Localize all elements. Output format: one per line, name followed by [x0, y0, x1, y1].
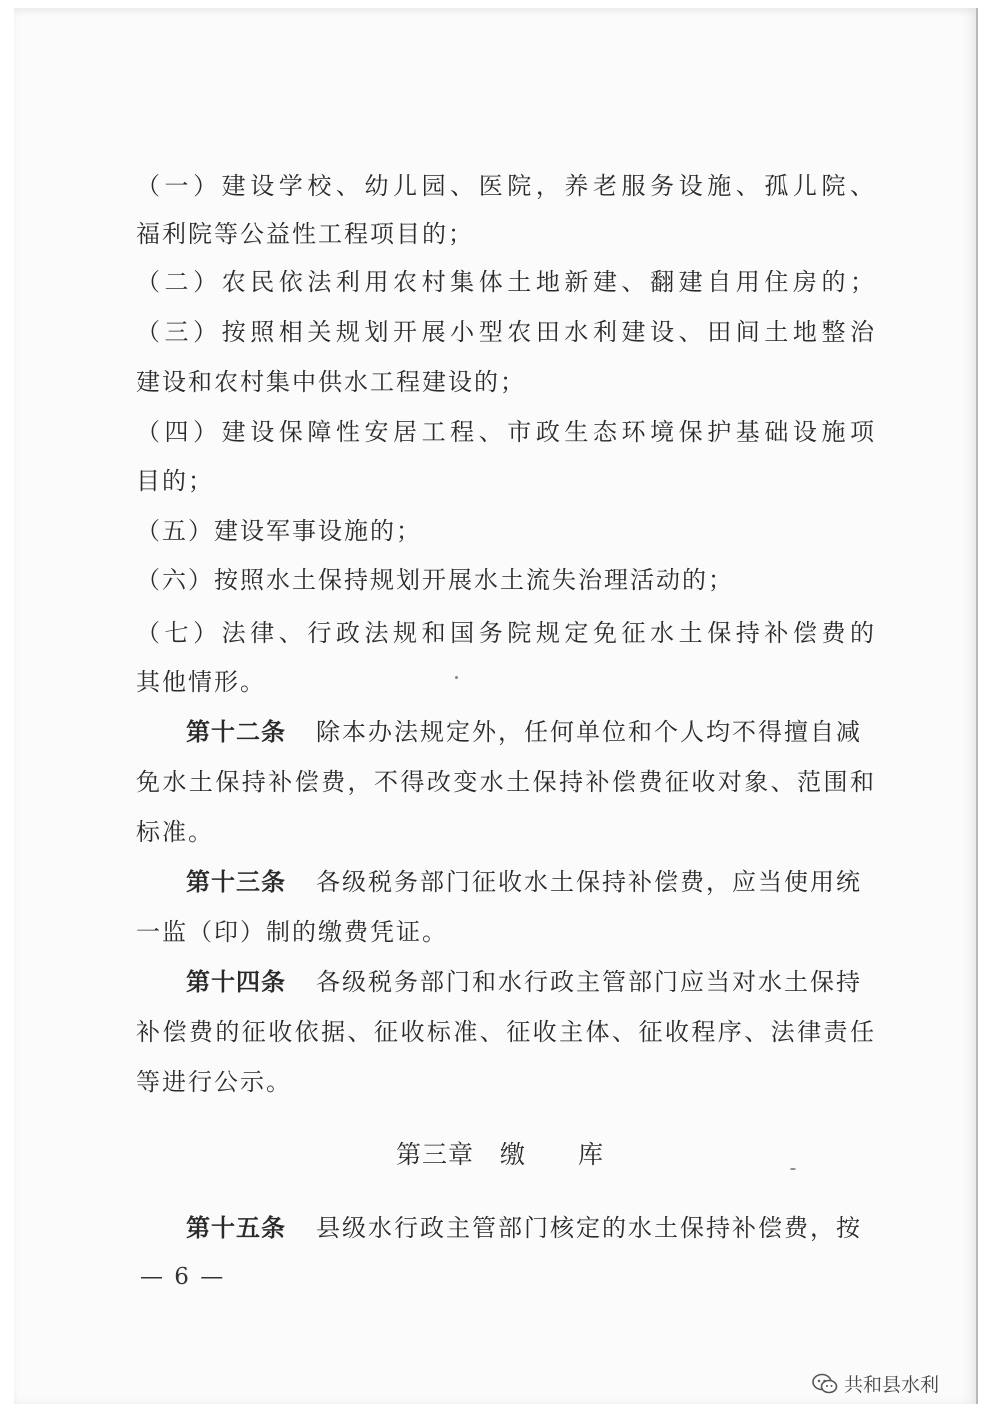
- item-7-line-2: 其他情形。: [136, 668, 266, 696]
- scan-speck: [790, 1168, 796, 1170]
- article-13-label: 第十三条: [186, 867, 286, 896]
- watermark: [812, 1370, 939, 1397]
- item-4-line-1: （四）建设保障性安居工程、市政生态环境保护基础设施项: [136, 418, 876, 446]
- wechat-icon: [812, 1373, 838, 1395]
- article-14-line-2: 补偿费的征收依据、征收标准、征收主体、征收程序、法律责任: [136, 1018, 876, 1046]
- article-12-line-3: 标准。: [136, 818, 214, 846]
- article-12-line-2: 免水土保持补偿费，不得改变水土保持补偿费征收对象、范围和: [136, 768, 876, 796]
- article-12-first-line: [186, 716, 876, 748]
- item-3-line-1: （三）按照相关规划开展小型农田水利建设、田间土地整治: [136, 318, 876, 346]
- item-7-line-1: （七）法律、行政法规和国务院规定免征水土保持补偿费的: [136, 619, 876, 647]
- article-12-label: 第十二条: [186, 717, 286, 746]
- article-14-line-3: 等进行公示。: [136, 1068, 292, 1096]
- item-1-line-2: 福利院等公益性工程项目的；: [136, 220, 474, 248]
- article-14-label: 第十四条: [186, 967, 286, 996]
- article-13-line-2: 一监（印）制的缴费凭证。: [136, 918, 448, 946]
- item-6-line-1: （六）按照水土保持规划开展水土流失治理活动的；: [136, 566, 734, 594]
- watermark-text: 共和县水利: [844, 1374, 940, 1396]
- article-15-first-line: [186, 1212, 876, 1244]
- item-3-line-2: 建设和农村集中供水工程建设的；: [136, 368, 526, 396]
- article-13-first-line: [186, 866, 876, 898]
- item-5-line-1: （五）建设军事设施的；: [136, 517, 422, 545]
- article-15-label: 第十五条: [186, 1213, 286, 1242]
- article-13-text-1: 各级税务部门征收水土保持补偿费，应当使用统: [316, 868, 862, 896]
- page-number: — 6 —: [140, 1264, 226, 1290]
- article-15-text-1: 县级水行政主管部门核定的水土保持补偿费，按: [316, 1214, 862, 1242]
- chapter-heading: 第三章 缴 库: [395, 1140, 604, 1169]
- item-1-line-1: （一）建设学校、幼儿园、医院，养老服务设施、孤儿院、: [136, 172, 876, 200]
- article-14-text-1: 各级税务部门和水行政主管部门应当对水土保持: [316, 968, 862, 996]
- item-2-line-1: （二）农民依法利用农村集体土地新建、翻建自用住房的；: [136, 268, 876, 296]
- scan-speck: [455, 676, 458, 679]
- item-4-line-2: 目的；: [136, 467, 214, 495]
- article-12-text-1: 除本办法规定外，任何单位和个人均不得擅自减: [316, 718, 862, 746]
- article-14-first-line: [186, 966, 876, 998]
